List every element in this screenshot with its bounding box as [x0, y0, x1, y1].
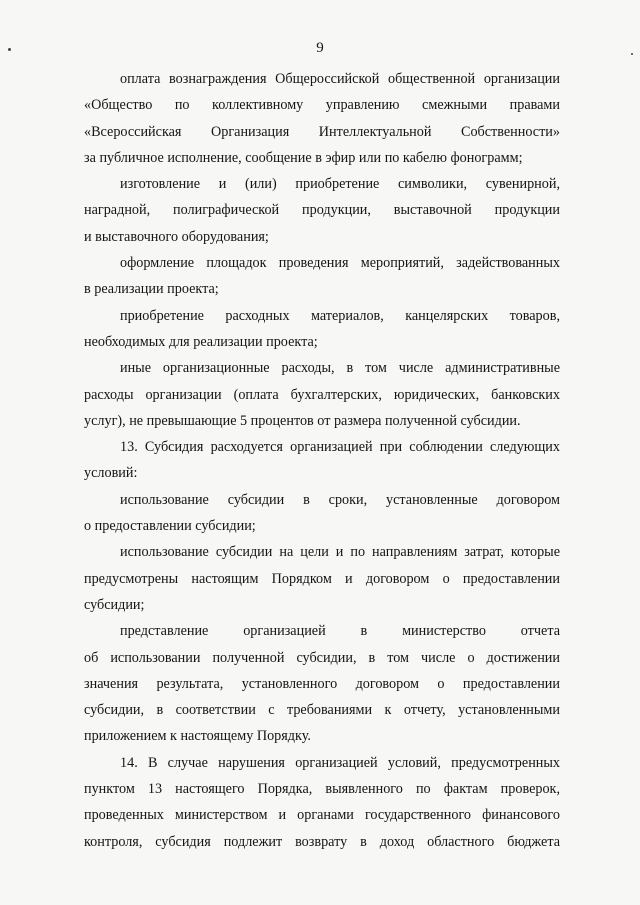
paragraph-line: «Всероссийская Организация Интеллектуальной Собственности»	[84, 123, 560, 140]
paragraph-line: условий:	[84, 465, 138, 482]
paragraph-line: использование субсидии в сроки, установленные договором	[120, 491, 560, 508]
paragraph-line: использование субсидии на цели и по направлениям затрат, которые	[120, 544, 560, 561]
paragraph-line: услуг), не превышающие 5 процентов от размера полученной субсидии.	[84, 412, 521, 429]
paragraph-line: расходы организации (оплата бухгалтерских, юридических, банковских	[84, 386, 560, 403]
paragraph-line: об использовании полученной субсидии, в том числе о достижении	[84, 649, 560, 666]
paragraph-line: иные организационные расходы, в том числе административные	[120, 360, 560, 377]
paragraph-line: контроля, субсидия подлежит возврату в доход областного бюджета	[84, 833, 560, 850]
paragraph-line: пунктом 13 настоящего Порядка, выявленного по фактам проверок,	[84, 781, 560, 798]
paragraph-line: приобретение расходных материалов, канцелярских товаров,	[120, 307, 560, 324]
paragraph-line: изготовление и (или) приобретение символики, сувенирной,	[120, 176, 560, 193]
paragraph-line: субсидии;	[84, 596, 145, 613]
paragraph-line: 13. Субсидия расходуется организацией при соблюдении следующих	[120, 439, 560, 456]
paragraph-line: за публичное исполнение, сообщение в эфир или по кабелю фонограмм;	[84, 149, 523, 166]
paragraph-line: проведенных министерством и органами государственного финансового	[84, 807, 560, 824]
paragraph-line: «Общество по коллективному управлению смежными правами	[84, 97, 560, 114]
page-number: 9	[316, 40, 324, 56]
paragraph-line: о предоставлении субсидии;	[84, 518, 256, 535]
paragraph-line: оформление площадок проведения мероприятий, задействованных	[120, 255, 560, 272]
paragraph-line: оплата вознаграждения Общероссийской общественной организации	[120, 71, 560, 87]
paragraph-line: 14. В случае нарушения организацией условий, предусмотренных	[120, 754, 560, 771]
paragraph-line: представление организацией в министерство отчета	[120, 623, 560, 640]
document-body	[84, 66, 560, 855]
paragraph-line: необходимых для реализации проекта;	[84, 333, 318, 350]
paragraph-line: субсидии, в соответствии с требованиями к отчету, установленными	[84, 702, 560, 719]
paragraph-line: в реализации проекта;	[84, 281, 219, 298]
paragraph-line: наградной, полиграфической продукции, выставочной продукции	[84, 202, 560, 219]
paragraph-line: приложением к настоящему Порядку.	[84, 728, 311, 745]
paragraph-line: предусмотрены настоящим Порядком и договором о предоставлении	[84, 570, 560, 587]
paragraph-line: и выставочного оборудования;	[84, 228, 269, 245]
paragraph-line: значения результата, установленного договором о предоставлении	[84, 675, 560, 692]
